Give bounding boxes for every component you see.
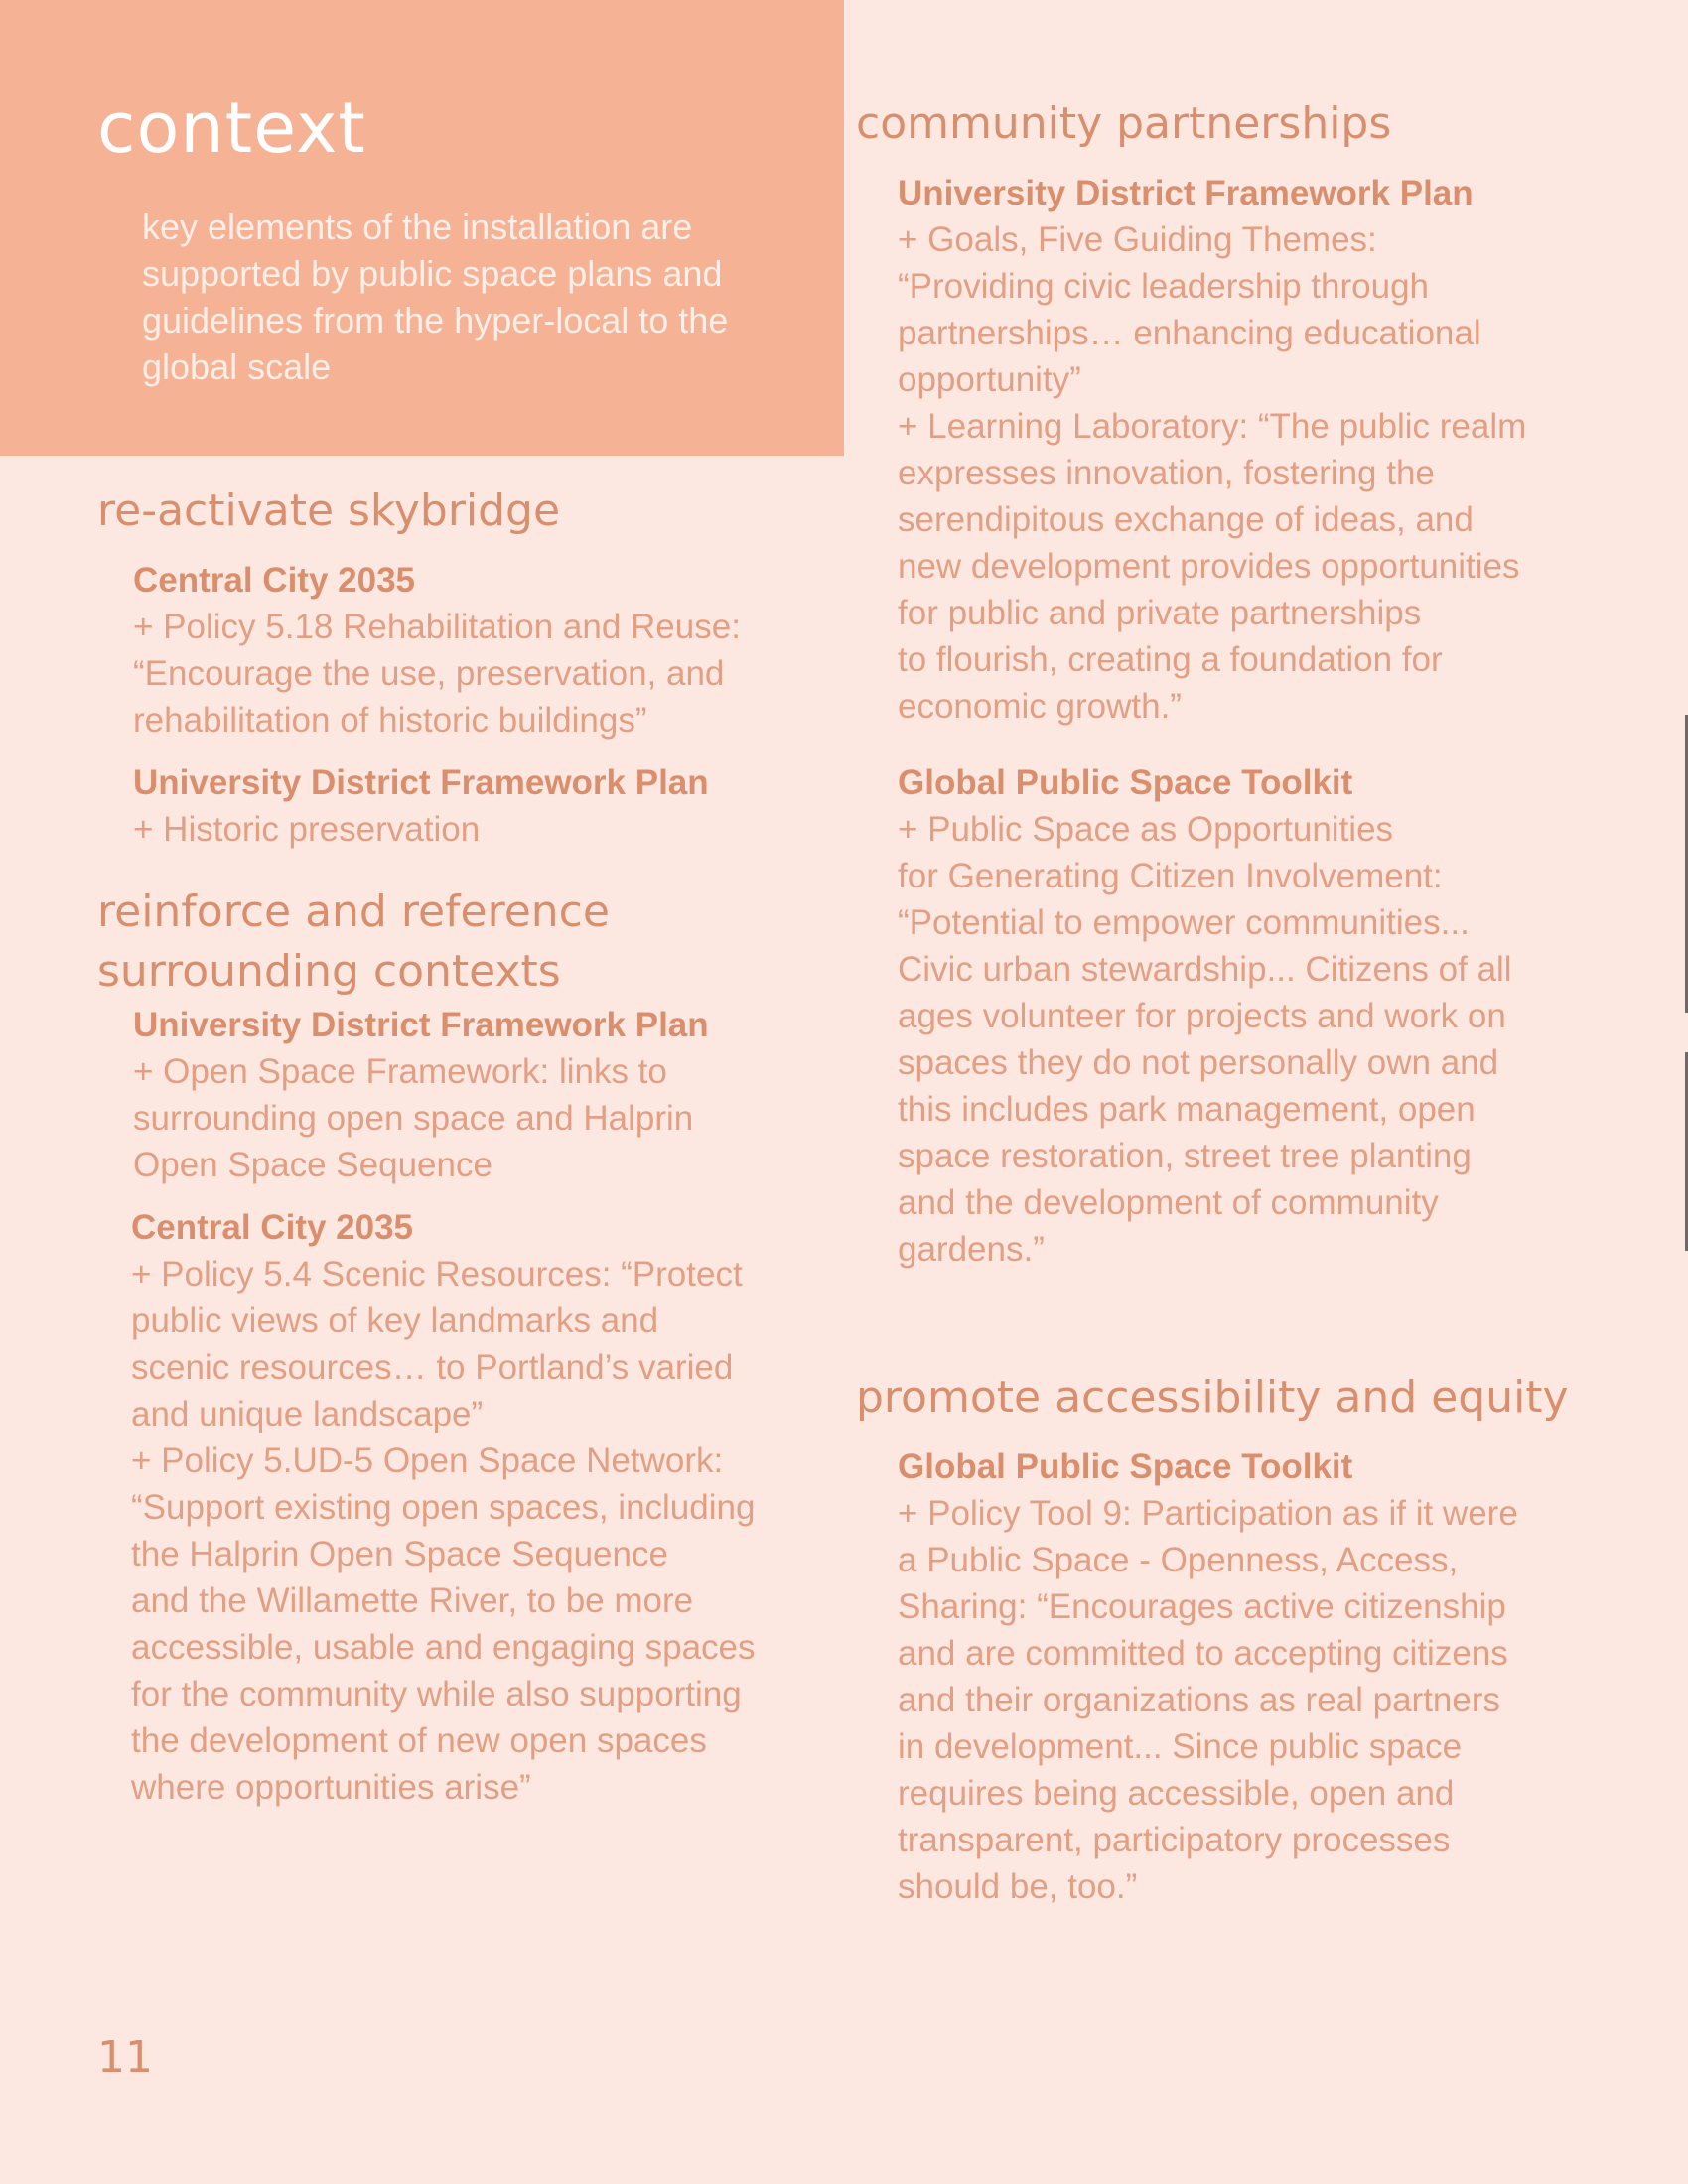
section-heading: reinforce and reference surrounding contexts [97,887,610,997]
plan-text: + Goals, Five Guiding Themes: “Providing civic leadership through partnerships… enhancing educational opportunity” + Learning Laboratory: “The public realm expresses innovation, fostering the serendipitous exchange of ideas, and new development provides opportunities for public and private partnerships to flourish, creating a foundation for economic growth.” [898,220,1527,726]
section-heading: re-activate skybridge [97,485,561,536]
plan-source: University District Framework Plan [898,174,1474,212]
plan-entry [898,1443,1611,1910]
plan-entry [133,759,832,853]
plan-text: + Public Space as Opportunities for Generating Citizen Involvement: “Potential to empower communities... Civic urban stewardship... Citizens of all ages volunteer for projects and work on spaces they do not personally own and this includes park management, open space restoration, street tree planting and the development of community gardens.” [898,810,1512,1269]
plan-source: Central City 2035 [133,561,416,600]
plan-source: Global Public Space Toolkit [898,763,1353,802]
context-description: key elements of the installation are supported by public space plans and guidelines from the hyper-local to the global scale [142,206,729,387]
context-header-box [0,0,844,456]
section-heading: promote accessibility and equity [856,1372,1569,1423]
section-heading: community partnerships [856,98,1392,149]
plan-text: + Policy Tool 9: Participation as if it were a Public Space - Openness, Access, Sharing: “Encourages active citizenship and are committed to accepting citizens and their organizations as real partners in development... Since public space requires being accessible, open and transparent, participatory processes should be, too.” [898,1494,1518,1906]
plan-entry [131,1204,832,1811]
context-title: context [97,87,366,169]
plan-text: + Historic preservation [133,810,481,849]
plan-entry [133,1002,832,1188]
plan-entry [133,557,832,744]
plan-entry [898,170,1611,730]
section-community-partnerships [856,94,1611,1273]
plan-source: Global Public Space Toolkit [898,1447,1353,1486]
plan-entry [898,759,1611,1273]
plan-text: + Policy 5.18 Rehabilitation and Reuse: “Encourage the use, preservation, and rehabilitation of historic buildings” [133,608,741,740]
plan-text: + Policy 5.4 Scenic Resources: “Protect public views of key landmarks and scenic resources… to Portland’s varied and unique landscape” + Policy 5.UD-5 Open Space Network: “Support existing open spaces, including the Halprin Open Space Sequence and the Willamette River, to be more accessible, usable and engaging spaces for the community while also supporting the development of new open spaces where opportunities arise” [131,1255,756,1807]
section-accessibility-equity [856,1368,1611,1910]
section-reactivate-skybridge [97,481,832,853]
plan-text: + Open Space Framework: links to surrounding open space and Halprin Open Space Sequence [133,1052,694,1184]
left-column [97,481,832,1811]
page-number: 11 [97,2032,153,2083]
section-reinforce-contexts [97,883,832,1811]
plan-source: University District Framework Plan [133,1006,709,1044]
plan-source: University District Framework Plan [133,763,709,802]
right-column [856,94,1611,1910]
plan-source: Central City 2035 [131,1208,414,1247]
